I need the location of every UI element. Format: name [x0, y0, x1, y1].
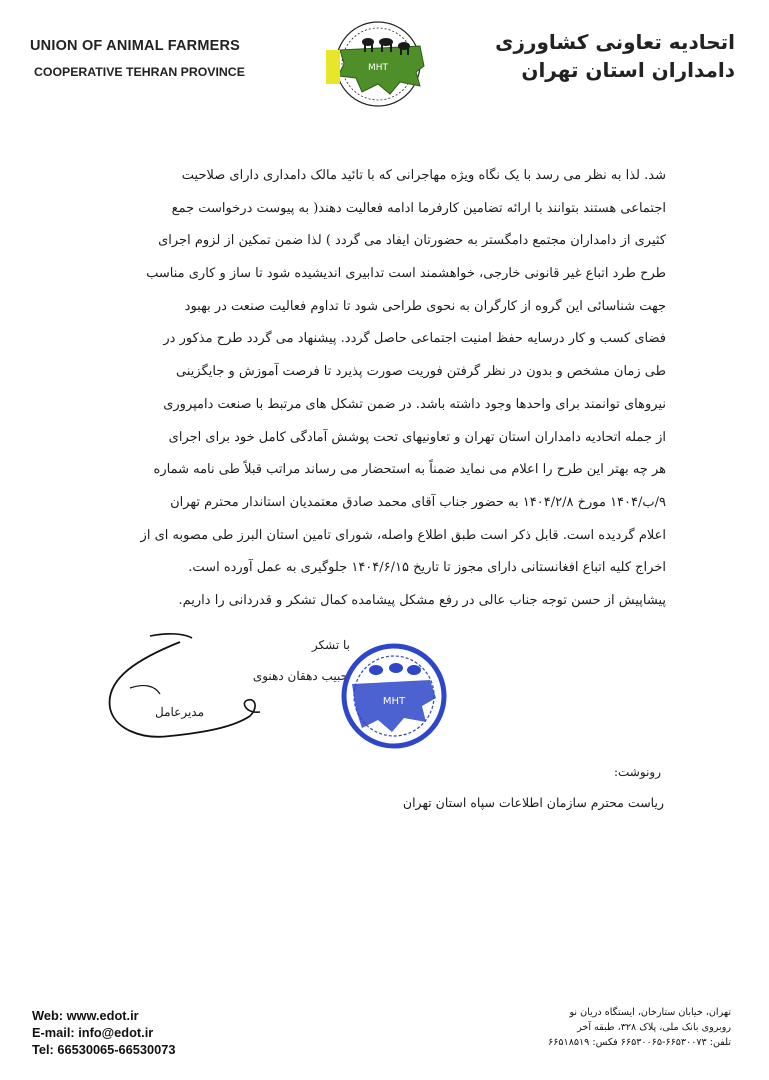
signature-block	[100, 628, 350, 758]
cc-label: رونوشت:	[613, 765, 661, 779]
body-line: اخراج کلیه اتباع افغانستانی دارای مجوز تا تاریخ ۱۴۰۴/۶/۱۵ جلوگیری به عمل آورده است.	[188, 560, 666, 576]
union-logo	[320, 20, 438, 110]
body-line: پیشاپیش از حسن توجه جناب عالی در رفع مشکل پیشامده کمال تشکر و قدردانی را داریم.	[178, 592, 666, 608]
footer-address-line2: روبروی بانک ملی، پلاک ۳۲۸، طبقه آخر	[577, 1022, 731, 1033]
body-line: طرح طرد اتباع غیر قانونی خارجی، خواهشمند است تدابیری اندیشیده شود تا ساز و کاری مناسب	[146, 266, 666, 282]
body-line: اجتماعی هستند بتوانند با ارائه تضامین کارفرما ادامه فعالیت دهند( به پیوست درخواست جمع	[171, 200, 666, 216]
body-line: هر چه بهتر این طرح را اعلام می نماید ضمناً به استحضار می رساند مراتب قبلاً طی نامه شماره	[153, 462, 666, 478]
svg-text:MHT: MHT	[367, 63, 389, 73]
org-name-persian-line2: دامداران استان تهران	[521, 58, 735, 82]
footer-contact-english	[32, 1007, 176, 1058]
letter-body	[92, 160, 666, 618]
official-stamp	[326, 640, 466, 755]
body-line: طی زمان مشخص و بدون در نظر گرفتن فوریت صورت پذیرد تا فرصت آموزش و جایگزینی	[176, 364, 666, 380]
footer-tel: Tel: 66530065-66530073	[32, 1042, 176, 1057]
signatory-name: حبیب دهقان دهنوی	[252, 669, 348, 683]
org-name-english-line2: COOPERATIVE TEHRAN PROVINCE	[34, 65, 245, 79]
body-line: اعلام گردیده است. قابل ذکر است طبق اطلاع واصله، شورای تامین استان البرز طی مصوبه ای از	[140, 527, 666, 543]
signature-closing: با تشکر	[311, 638, 350, 652]
body-line: فضای کسب و کار درسایه حفظ امنیت اجتماعی حاصل گردد. پیشنهاد می گردد طرح مذکور در	[163, 331, 666, 347]
header-persian	[435, 30, 735, 82]
footer-phone-fax: تلفن: ۶۶۵۳۰۰۷۳-۶۶۵۳۰۰۶۵ فکس: ۶۶۵۱۸۵۱۹	[548, 1037, 731, 1048]
org-name-persian-line1: اتحادیه تعاونی کشاورزی	[495, 30, 735, 54]
body-line: از جمله اتحادیه دامداران استان تهران و تعاونیهای تحت پوشش آمادگی کامل خود برای اجرای	[168, 429, 666, 445]
signatory-title: مدیرعامل	[155, 705, 205, 719]
footer-email: E-mail: info@edot.ir	[32, 1025, 154, 1040]
footer-web: Web: www.edot.ir	[32, 1008, 139, 1023]
footer-contact-persian	[548, 1005, 731, 1050]
body-line: ۹/ب/۱۴۰۴ مورخ ۱۴۰۴/۲/۸ به حضور جناب آقای محمد صادق معتمدیان استاندار محترم تهران	[170, 494, 666, 510]
cc-recipient: ریاست محترم سازمان اطلاعات سپاه استان تهران	[402, 795, 664, 810]
svg-text:MHT: MHT	[382, 696, 406, 707]
body-line: جهت شناسائی این گروه از کارگران به نحوی طراحی شود تا تداوم فعالیت صنعت در بهبود	[184, 298, 666, 314]
header-english	[30, 38, 300, 79]
body-line: شد. لذا به نظر می رسد با یک نگاه ویژه مهاجرانی که با تائید مالک دامداری دارای صلاحیت	[181, 168, 666, 183]
body-line: کثیری از دامداران مجتمع دامگستر به حضورتان ایفاد می گردد ) لذا ضمن تمکین از لزوم اجرای	[158, 233, 666, 249]
org-name-english-line1: UNION OF ANIMAL FARMERS	[30, 38, 241, 54]
footer-address-line1: تهران، خیابان ستارخان، ایستگاه دریان نو	[569, 1007, 731, 1018]
body-line: نیروهای توانمند برای واحدها وجود داشته باشد. در ضمن تشکل های مرتبط با صنعت دامپروری	[163, 396, 666, 412]
